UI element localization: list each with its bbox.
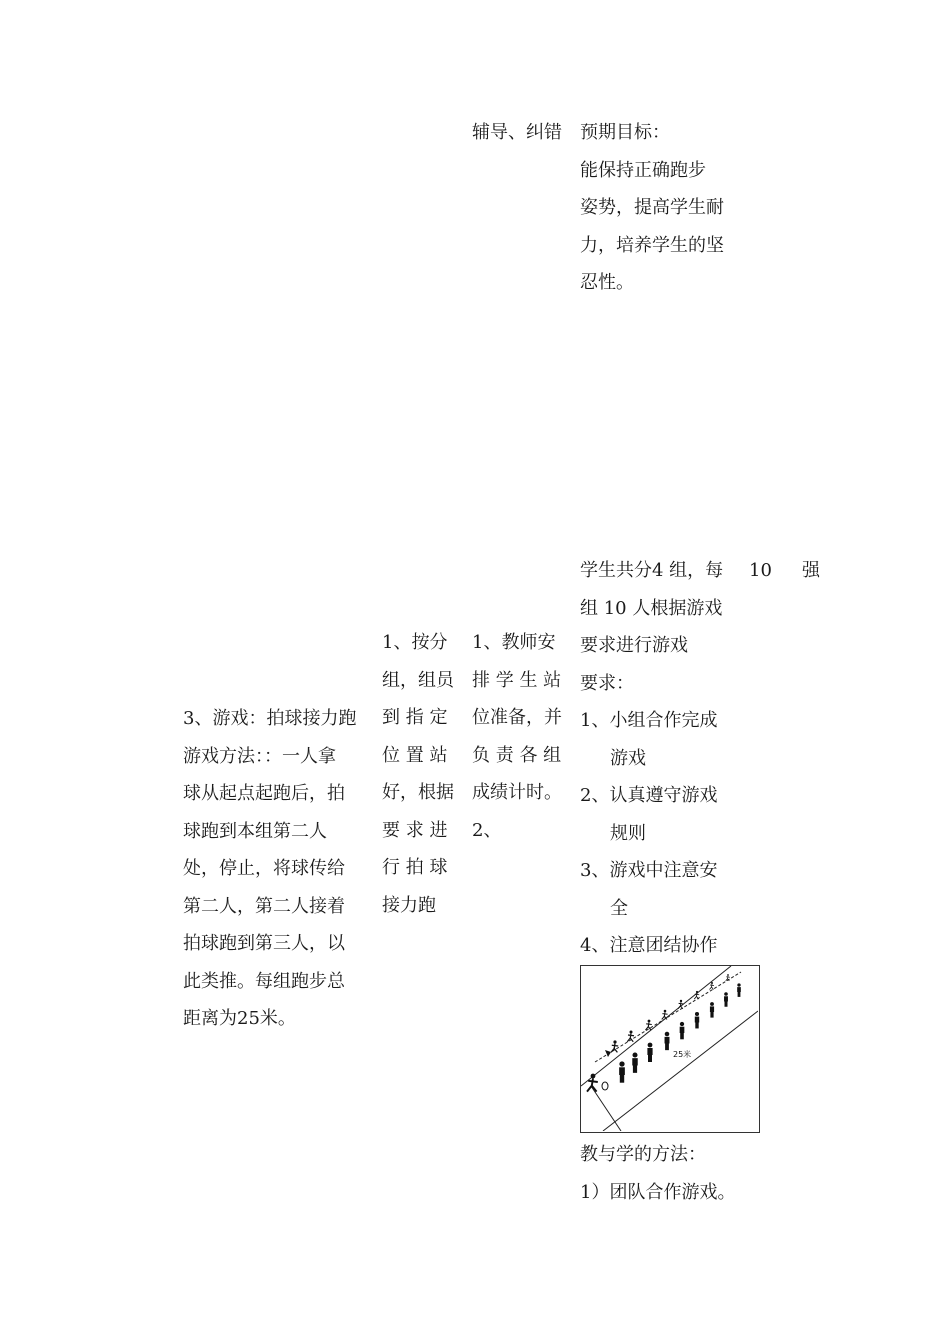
teacher-line: 负 责 各 组 (472, 744, 562, 766)
org-line: 1、小组合作完成 (580, 710, 718, 731)
student-line: 组，组员 (382, 669, 454, 691)
col3-guidance-label: 辅导、纠错 (472, 122, 562, 143)
teacher-line: 2、 (472, 819, 502, 841)
standing-student (647, 1043, 652, 1062)
method-line: 教与学的方法： (580, 1144, 706, 1165)
goal-line: 力，培养学生的坚 (580, 234, 724, 256)
standing-student (724, 992, 728, 1007)
content-line: 球跑到本组第二人 (183, 820, 327, 842)
goal-line: 忍性。 (580, 272, 634, 293)
method-line: 1）团队合作游戏。 (580, 1181, 736, 1203)
student-line: 到 指 定 (382, 707, 448, 728)
arrow-head (605, 1050, 611, 1057)
org-line: 3、游戏中注意安 (580, 860, 718, 881)
org-line: 游戏 (610, 747, 646, 769)
expected-goal-text (580, 114, 740, 302)
organization-requirements (580, 552, 740, 965)
student-line: 行 拍 球 (382, 857, 448, 878)
student-line: 位 置 站 (382, 744, 448, 766)
content-line: 游戏方法：：一人拿 (183, 745, 336, 767)
content-line: 3、游戏：拍球接力跑 (183, 708, 357, 729)
lane-line-upper (581, 966, 731, 1086)
teacher-line: 排 学 生 站 (472, 669, 562, 691)
student-line: 接力跑 (382, 894, 436, 916)
goal-line: 预期目标： (580, 122, 670, 143)
org-line: 要求： (580, 672, 634, 694)
content-line: 第二人，第二人接着 (183, 895, 345, 917)
teacher-line: 成绩计时。 (472, 782, 562, 803)
teacher-line: 1、教师安 (472, 632, 556, 653)
org-line: 组 10 人根据游戏 (580, 597, 723, 619)
goal-line: 姿势，提高学生耐 (580, 197, 724, 218)
running-student (611, 1040, 618, 1052)
org-line: 规则 (610, 822, 646, 844)
student-line: 要 求 进 (382, 819, 448, 841)
ball-icon (602, 1082, 608, 1090)
content-line: 拍球跑到第三人，以 (183, 933, 345, 954)
standing-student (619, 1061, 625, 1082)
standing-student (710, 1002, 714, 1018)
standing-student (665, 1032, 670, 1050)
org-line: 全 (610, 897, 628, 919)
running-student (678, 1000, 683, 1009)
intensity-value: 强 (802, 560, 820, 581)
time-value: 10 (749, 560, 772, 581)
content-line: 此类推。每组跑步总 (183, 970, 345, 992)
org-line: 学生共分4 组，每 (580, 560, 724, 581)
content-line: 处，停止，将球传给 (183, 858, 345, 879)
org-line: 要求进行游戏 (580, 635, 688, 656)
standing-student (695, 1012, 699, 1028)
student-line: 1、按分 (382, 632, 448, 653)
standing-student (737, 983, 741, 997)
student-activity (382, 624, 458, 924)
relay-diagram (580, 965, 760, 1133)
org-line: 2、认真遵守游戏 (580, 785, 718, 806)
goal-line: 能保持正确跑步 (580, 159, 706, 181)
teacher-line: 位准备，并 (472, 707, 562, 728)
student-line: 好，根据 (382, 782, 454, 803)
game-content (183, 700, 368, 1038)
org-line: 4、注意团结协作 (580, 935, 718, 956)
relay-diagram-svg (581, 966, 758, 1131)
running-student (646, 1020, 652, 1031)
start-line (591, 1086, 621, 1131)
student-figures (587, 974, 741, 1092)
standing-student (632, 1052, 637, 1072)
teaching-method (580, 1136, 740, 1211)
content-line: 球从起点起跑后，拍 (183, 783, 345, 804)
teacher-activity (472, 624, 564, 849)
content-line: 距离为25米。 (183, 1008, 296, 1029)
distance-label: 25米 (673, 1050, 692, 1059)
standing-student (680, 1022, 685, 1039)
